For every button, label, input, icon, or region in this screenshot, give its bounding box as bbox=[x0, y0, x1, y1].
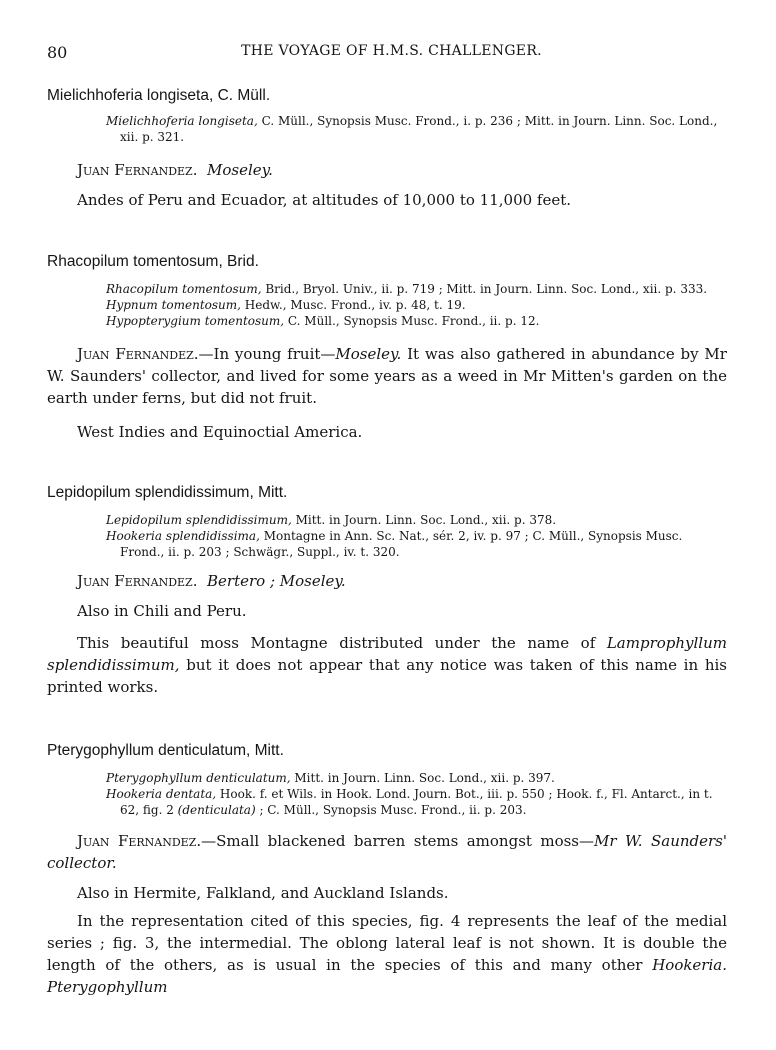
synonym-entry bbox=[106, 313, 730, 329]
collector: Moseley. bbox=[335, 345, 402, 363]
note-italic: Pterygophyllum bbox=[47, 978, 168, 996]
synonym-entry bbox=[106, 786, 730, 818]
synonym-citation: Montagne in Ann. Sc. Nat., sér. 2, iv. p. 97 ; C. Müll., Synopsis Musc. Frond., ii. p. 203 ; Schwägr., Suppl., iv. t. 320. bbox=[120, 529, 683, 559]
distribution: Andes of Peru and Ecuador, at altitudes of 10,000 to 11,000 feet. bbox=[77, 191, 572, 209]
synonym-name: Pterygophyllum denticulatum, bbox=[106, 771, 291, 785]
species-note bbox=[47, 632, 727, 698]
synonym-variant: (denticulata) bbox=[177, 803, 256, 817]
species-title: Pterygophyllum denticulatum, Mitt. bbox=[47, 742, 284, 759]
note-text: This beautiful moss Montagne distributed under the name of bbox=[77, 634, 607, 652]
synonymy bbox=[106, 770, 730, 818]
synonym-name: Hookeria dentata, bbox=[106, 787, 217, 801]
synonymy bbox=[106, 281, 730, 329]
synonym-citation: Hedw., Musc. Frond., iv. p. 48, t. 19. bbox=[240, 298, 466, 312]
locality-place: Juan Fernandez. bbox=[77, 161, 198, 179]
synonym-entry bbox=[106, 113, 730, 145]
species-title: Rhacopilum tomentosum, Brid. bbox=[47, 253, 259, 270]
synonym-name: Hypopterygium tomentosum, bbox=[106, 314, 285, 328]
synonym-entry bbox=[106, 528, 730, 560]
locality-text: It was also gathered in abundance by Mr W. Saunders' collector, and lived for some years as a weed in Mr Mitten's garden on the earth under ferns, but did not fruit. bbox=[47, 345, 727, 407]
synonym-citation: Brid., Bryol. Univ., ii. p. 719 ; Mitt. in Journ. Linn. Soc. Lond., xii. p. 333. bbox=[261, 282, 708, 296]
distribution: Also in Chili and Peru. bbox=[77, 602, 247, 620]
species-title: Mielichhoferia longiseta, C. Müll. bbox=[47, 87, 271, 104]
collector: Mr W. Saunders' collector. bbox=[47, 832, 727, 872]
synonym-citation: C. Müll., Synopsis Musc. Frond., i. p. 236 ; Mitt. in Journ. Linn. Soc. Lond., xii. p. 321. bbox=[120, 114, 718, 144]
synonym-entry bbox=[106, 512, 730, 528]
synonym-name: Hypnum tomentosum, bbox=[106, 298, 241, 312]
synonymy bbox=[106, 113, 730, 145]
running-title: THE VOYAGE OF H.M.S. CHALLENGER. bbox=[241, 43, 542, 59]
note-text: but it does not appear that any notice was taken of this name in his printed works. bbox=[47, 656, 727, 696]
synonym-entry bbox=[106, 297, 730, 313]
page-number: 80 bbox=[47, 43, 68, 62]
locality-place: Juan Fernandez. bbox=[77, 832, 202, 850]
locality-text: —Small blackened barren stems amongst moss— bbox=[201, 832, 595, 850]
synonym-entry bbox=[106, 770, 730, 786]
distribution: Also in Hermite, Falkland, and Auckland Islands. bbox=[77, 884, 449, 902]
synonym-citation: C. Müll., Synopsis Musc. Frond., ii. p. 12. bbox=[284, 314, 540, 328]
note-italic: Lamprophyllum splendidissimum, bbox=[47, 634, 727, 674]
note-text: In the representation cited of this species, fig. 4 represents the leaf of the medial series ; fig. 3, the intermedial. The oblong lateral leaf is not shown. It is double the length of the others, as is usual in the species of this and many other bbox=[47, 912, 727, 974]
locality-line bbox=[47, 159, 727, 181]
synonym-entry bbox=[106, 281, 730, 297]
synonymy bbox=[106, 512, 730, 560]
synonym-name: Lepidopilum splendidissimum, bbox=[106, 513, 292, 527]
synonym-name: Rhacopilum tomentosum, bbox=[106, 282, 262, 296]
note-italic: Hookeria. bbox=[652, 956, 727, 974]
locality-place: Juan Fernandez. bbox=[77, 345, 199, 363]
synonym-citation: ; C. Müll., Synopsis Musc. Frond., ii. p. 203. bbox=[255, 803, 527, 817]
synonym-citation: Mitt. in Journ. Linn. Soc. Lond., xii. p. 397. bbox=[290, 771, 555, 785]
locality-line bbox=[47, 570, 727, 592]
distribution: West Indies and Equinoctial America. bbox=[77, 423, 363, 441]
species-note bbox=[47, 910, 727, 998]
locality-paragraph bbox=[47, 830, 727, 874]
locality-text: —In young fruit— bbox=[198, 345, 336, 363]
locality-paragraph bbox=[47, 343, 727, 409]
locality-place: Juan Fernandez. bbox=[77, 572, 198, 590]
collector: Moseley. bbox=[207, 161, 273, 179]
synonym-name: Hookeria splendidissima, bbox=[106, 529, 260, 543]
collector: Bertero ; Moseley. bbox=[207, 572, 346, 590]
species-title: Lepidopilum splendidissimum, Mitt. bbox=[47, 484, 288, 501]
synonym-citation: Mitt. in Journ. Linn. Soc. Lond., xii. p. 378. bbox=[291, 513, 557, 527]
synonym-citation: Hook. f. et Wils. in Hook. Lond. Journ. Bot., iii. p. 550 ; Hook. f., Fl. Antarct., in t. 62, fig. 2 bbox=[120, 787, 713, 817]
synonym-name: Mielichhoferia longiseta, bbox=[106, 114, 258, 128]
page-header bbox=[47, 43, 736, 65]
